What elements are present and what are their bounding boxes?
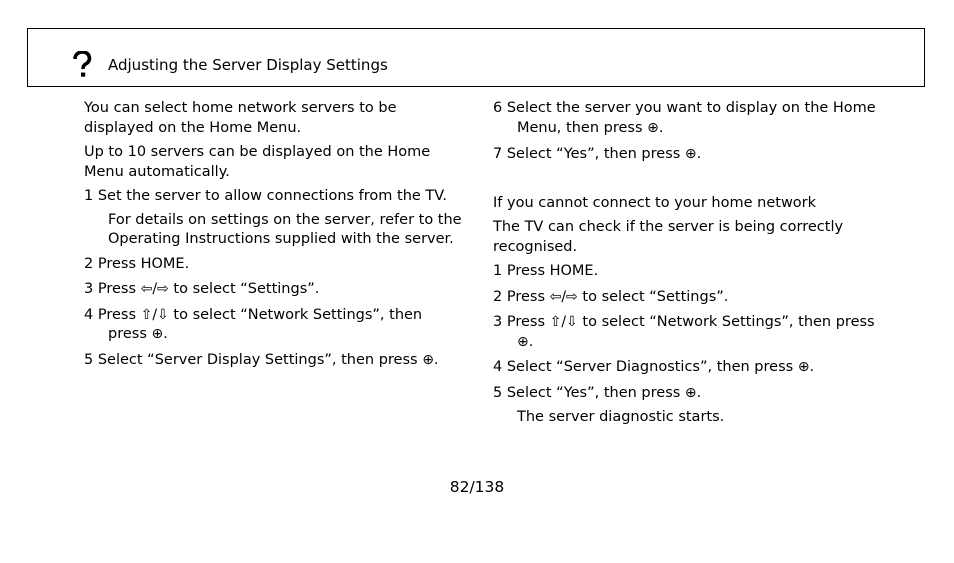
- enter-button-icon: ⊕: [684, 146, 697, 162]
- step-note: For details on settings on the server, refer to the Operating Instructions supplied with the server.: [108, 211, 462, 247]
- enter-button-icon: ⊕: [422, 351, 434, 368]
- up-down-arrows-icon: ⇧/⇩: [140, 306, 169, 323]
- step-text: 3 Press: [84, 281, 141, 297]
- troubleshooting-intro: The TV can check if the server is being correctly recognised.: [493, 219, 844, 255]
- enter-button-icon: ⊕: [684, 384, 697, 401]
- step-item: [493, 99, 883, 138]
- enter-button-icon: ⊕: [517, 333, 529, 350]
- step-text: .: [696, 146, 702, 162]
- step-item: [493, 145, 883, 165]
- step-text: to select “Network Settings”, then press: [577, 314, 875, 330]
- step-item: 1 Set the server to allow connections from the TV.: [84, 188, 447, 204]
- step-text: 3 Press: [493, 314, 550, 330]
- step-item: 1 Press HOME.: [493, 263, 599, 279]
- right-column: [493, 99, 883, 428]
- page-title: Adjusting the Server Display Settings: [108, 56, 388, 74]
- intro-paragraph: You can select home network servers to be displayed on the Home Menu.: [84, 100, 397, 136]
- step-text: to select “Network Settings”, then press: [108, 306, 423, 342]
- step-item: [84, 280, 464, 300]
- enter-button-icon: ⊕: [647, 119, 659, 136]
- question-mark-icon: [72, 51, 92, 79]
- up-down-arrows-icon: ⇧/⇩: [549, 314, 578, 330]
- step-text: 6 Select the server you want to display on the Home Menu, then press: [493, 100, 876, 136]
- step-text: .: [696, 384, 702, 401]
- enter-button-icon: ⊕: [797, 359, 810, 375]
- step-text: .: [433, 351, 439, 368]
- left-column: [84, 99, 464, 370]
- step-item: 2 Press HOME.: [84, 255, 190, 272]
- step-text: .: [528, 333, 534, 350]
- step-text: 4 Select “Server Diagnostics”, then press: [493, 359, 798, 375]
- page-number: 82/138: [449, 478, 505, 496]
- step-item: [84, 306, 464, 345]
- step-text: 2 Press: [493, 288, 550, 305]
- step-text: .: [658, 119, 664, 136]
- intro-paragraph: Up to 10 servers can be displayed on the Home Menu automatically.: [84, 144, 431, 180]
- left-right-arrows-icon: ⇦/⇨: [549, 288, 578, 305]
- step-text: 7 Select “Yes”, then press: [493, 146, 685, 162]
- step-text: to select “Settings”.: [577, 288, 729, 305]
- left-right-arrows-icon: ⇦/⇨: [140, 281, 169, 297]
- step-item: [493, 288, 883, 308]
- step-text: 5 Select “Yes”, then press: [493, 384, 685, 401]
- step-item: [493, 358, 883, 378]
- step-item: [493, 313, 883, 352]
- step-text: .: [163, 326, 168, 342]
- enter-button-icon: ⊕: [151, 326, 164, 342]
- troubleshooting-heading: If you cannot connect to your home network: [493, 194, 817, 211]
- section-header: [27, 28, 925, 87]
- step-text: 5 Select “Server Display Settings”, then press: [84, 351, 423, 368]
- step-item: [84, 351, 464, 371]
- step-item: [493, 384, 883, 404]
- step-text: to select “Settings”.: [168, 281, 320, 297]
- step-note: The server diagnostic starts.: [517, 409, 725, 425]
- step-text: 4 Press: [84, 306, 141, 323]
- step-text: .: [809, 359, 815, 375]
